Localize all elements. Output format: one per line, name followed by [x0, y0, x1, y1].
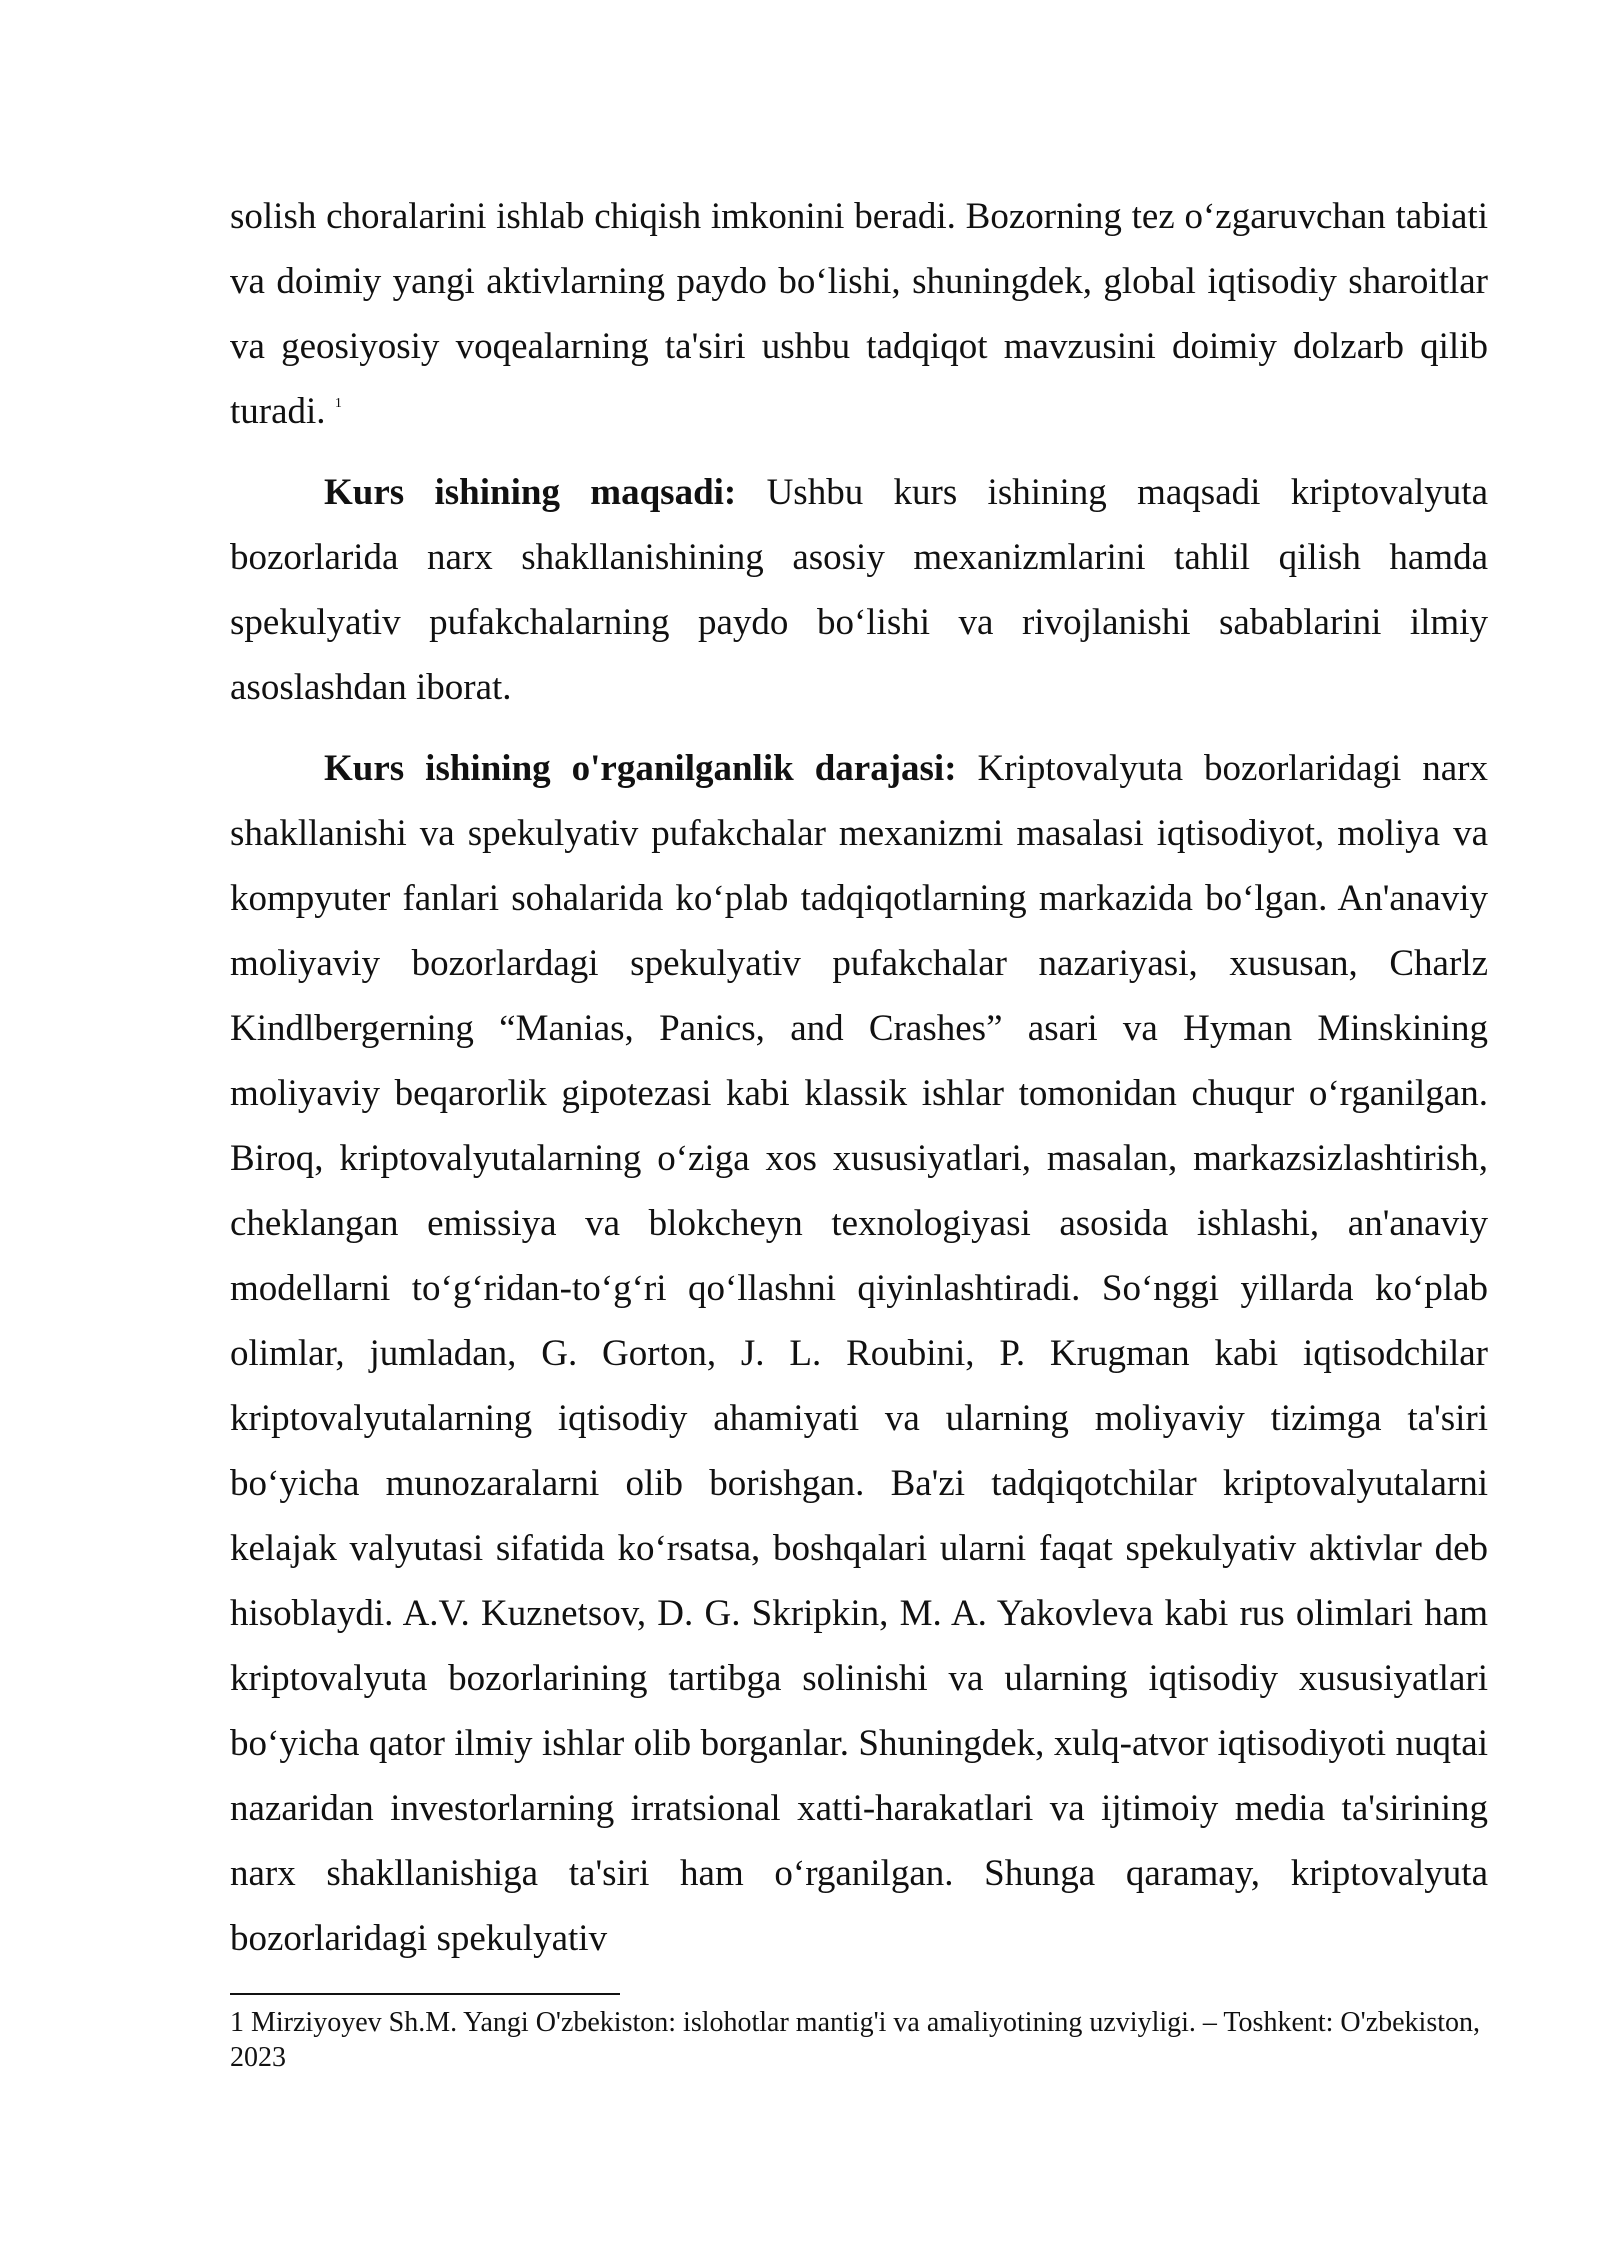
intro-text: solish choralarini ishlab chiqish imkonini beradi. Bozorning tez o‘zgaruvchan tabiati va doimiy yangi aktivlarning paydo bo‘lishi, shuningdek, global iqtisodiy sharoitlar va geosiyosiy voqealarning ta'siri ushbu tadqiqot mavzusini doimiy dolzarb qilib turadi. — [230, 196, 1488, 432]
goal-heading: Kurs ishining maqsadi: — [324, 472, 737, 513]
footnote-separator — [230, 1993, 620, 1995]
intro-paragraph — [230, 184, 1488, 444]
study-paragraph — [230, 736, 1488, 1971]
footnote: 1 Mirziyoyev Sh.M. Yangi O'zbekiston: islohotlar mantig'i va amaliyotining uzviyligi. – Toshkent: O'zbekiston, 2023 — [230, 2007, 1481, 2073]
goal-text: Ushbu kurs ishining maqsadi kriptovalyuta bozorlarida narx shakllanishining asosiy mexanizmlarini tahlil qilish hamda spekulyativ pufakchalarning paydo bo‘lishi va rivojlanishi sabablarini ilmiy asoslashdan iborat. — [230, 472, 1488, 708]
footnote-reference: 1 — [334, 396, 342, 411]
document-body — [230, 184, 1488, 1971]
goal-paragraph — [230, 460, 1488, 720]
study-heading: Kurs ishining o'rganilganlik darajasi: — [324, 748, 957, 789]
study-text: Kriptovalyuta bozorlaridagi narx shakllanishi va spekulyativ pufakchalar mexanizmi masalasi iqtisodiyot, moliya va kompyuter fanlari sohalarida ko‘plab tadqiqotlarning markazida bo‘lgan. An'anaviy moliyaviy bozorlardagi spekulyativ pufakchalar nazariyasi, xususan, Charlz Kindlbergerning “Manias, Panics, and Crashes” asari va Hyman Minskining moliyaviy beqarorlik gipotezasi kabi klassik ishlar tomonidan chuqur o‘rganilgan. Biroq, kriptovalyutalarning o‘ziga xos xususiyatlari, masalan, markazsizlashtirish, cheklangan emissiya va blokcheyn texnologiyasi asosida ishlashi, an'anaviy modellarni to‘g‘ridan-to‘g‘ri qo‘llashni qiyinlashtiradi. So‘nggi yillarda ko‘plab olimlar, jumladan, G. Gorton, J. L. Roubini, P. Krugman kabi iqtisodchilar kriptovalyutalarning iqtisodiy ahamiyati va ularning moliyaviy tizimga ta'siri bo‘yicha munozaralarni olib borishgan. Ba'zi tadqiqotchilar kriptovalyutalarni kelajak valyutasi sifatida ko‘rsatsa, boshqalari ularni faqat spekulyativ aktivlar deb hisoblaydi. A.V. Kuznetsov, D. G. Skripkin, M. A. Yakovleva kabi rus olimlari ham kriptovalyuta bozorlarining tartibga solinishi va ularning iqtisodiy xususiyatlari bo‘yicha qator ilmiy ishlar olib borganlar. Shuningdek, xulq-atvor iqtisodiyoti nuqtai nazaridan investorlarning irratsional xatti-harakatlari va ijtimoiy media ta'sirining narx shakllanishiga ta'siri ham o‘rganilgan. Shunga qaramay, kriptovalyuta bozorlaridagi spekulyativ — [230, 748, 1489, 1959]
